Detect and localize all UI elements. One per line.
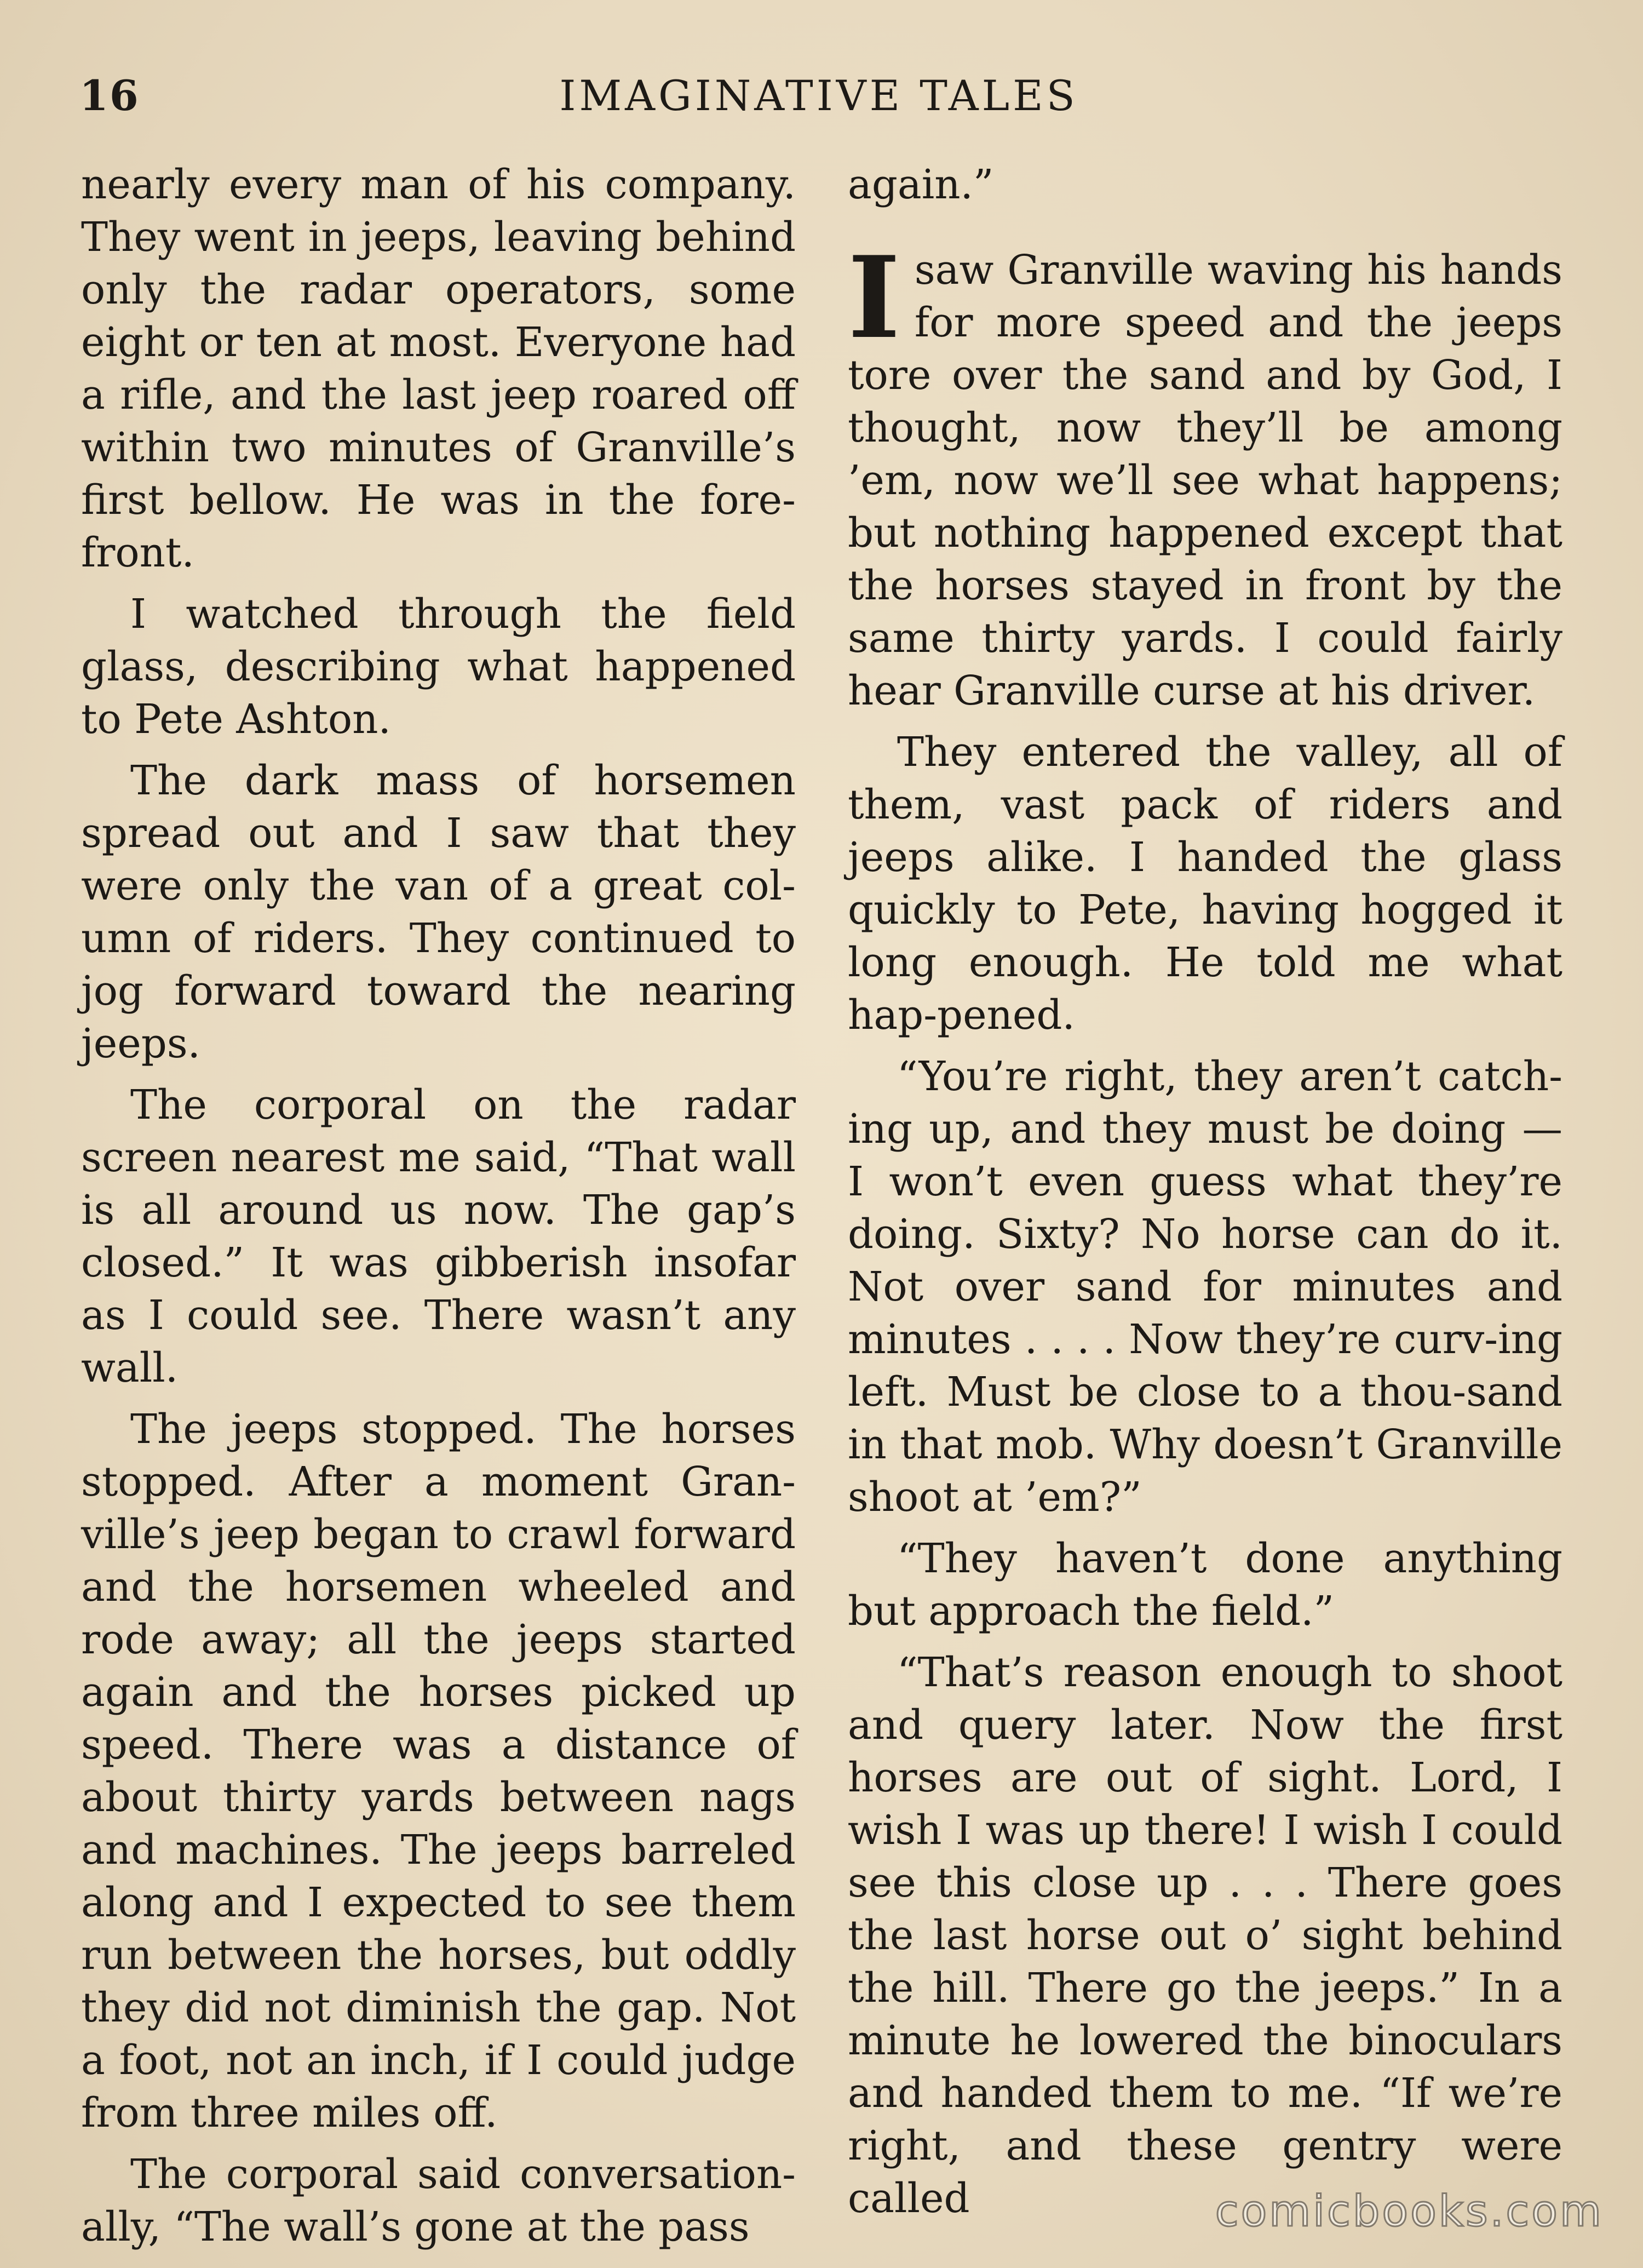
paragraph: The corporal said conversation-ally, “The wall’s gone at the pass [81,2151,796,2250]
paragraph: The jeeps stopped. The horses stopped. After a moment Gran-ville’s jeep began to crawl forward and the horsemen wheeled and rode away; all the jeeps started again and the horses picked up speed. There was a distance of about thirty yards between nags and machines. The jeeps barreled along and I expected to see them run between the horses, but oddly they did not diminish the gap. Not a foot, not an inch, if I could judge from three miles off. [81,1406,796,2137]
left-column [81,159,796,2263]
paragraph: “You’re right, they aren’t catch-ing up, and they must be doing — I won’t even guess what they’re doing. Sixty? No horse can do it. Not over sand for minutes and minutes . . . . Now they’re curv-ing left. Must be close to a thou-sand in that mob. Why doesn’t Granville shoot at ’em?” [848,1053,1562,1521]
dropcap-paragraph-text: saw Granville waving his hands for more speed and the jeeps tore over the sand and by God, I thought, now they’ll be among ’em, now we’ll see what happens; but nothing happened except that the horses stayed in front by the same thirty yards. I could fairly hear Granville curse at his driver. [848,247,1562,714]
paragraph-continuation: again.” [848,162,994,208]
watermark: comicbooks.com [1215,2187,1604,2236]
right-column [848,159,1562,2234]
page-number: 16 [79,71,140,120]
paragraph: They entered the valley, all of them, vast pack of riders and jeeps alike. I handed the glass quickly to Pete, having hogged it long enough. He told me what hap-pened. [848,729,1562,1039]
paragraph: I watched through the field glass, describing what happened to Pete Ashton. [81,591,796,743]
drop-cap: I [848,232,900,364]
page-header [79,71,1558,126]
dropcap-paragraph [848,232,1562,718]
paragraph: The dark mass of horsemen spread out and I saw that they were only the van of a great col-umn of riders. They continued to jog forward toward the nearing jeeps. [81,758,796,1067]
paragraph: “That’s reason enough to shoot and query later. Now the first horses are out of sight. Lord, I wish I was up there! I wish I could see this close up . . . There goes the last horse out o’ sight behind the hill. There go the jeeps.” In a minute he lowered the binoculars and handed them to me. “If we’re right, and these gentry were called [848,1650,1562,2222]
paragraph: “They haven’t done anything but approach the field.” [848,1536,1562,1635]
paragraph: The corporal on the radar screen nearest me said, “That wall is all around us now. The gap’s closed.” It was gibberish insofar as I could see. There wasn’t any wall. [81,1082,796,1391]
paragraph: nearly every man of his company. They went in jeeps, leaving behind only the radar operators, some eight or ten at most. Everyone had a rifle, and the last jeep roared off within two minutes of Granville’s first bellow. He was in the fore-front. [81,162,796,576]
running-title: IMAGINATIVE TALES [559,71,1078,120]
